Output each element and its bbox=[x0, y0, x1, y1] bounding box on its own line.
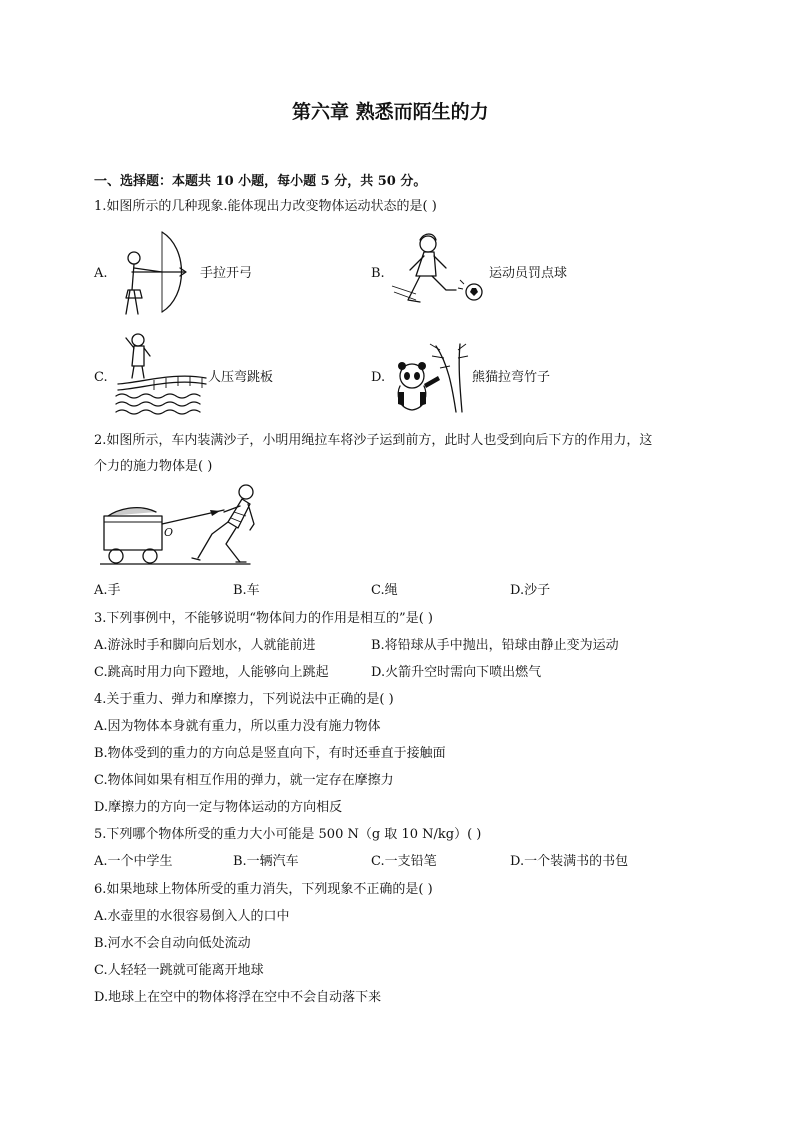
archer-bow-icon bbox=[118, 228, 190, 316]
q1-option-c-caption: 人压弯跳板 bbox=[208, 370, 274, 385]
diving-board-icon bbox=[114, 332, 210, 416]
q2-stem-line2: 个力的施力物体是( ) bbox=[94, 459, 213, 474]
q1-option-c-letter: C. bbox=[94, 370, 108, 385]
q1-option-b-letter: B. bbox=[371, 266, 385, 281]
figure-label-o: O bbox=[164, 526, 174, 539]
q4-option-a: A.因为物体本身就有重力，所以重力没有施力物体 bbox=[94, 719, 381, 734]
q5-option-a: A.一个中学生 bbox=[94, 854, 173, 869]
kicking-ball-icon bbox=[386, 230, 486, 308]
q4-option-d: D.摩擦力的方向一定与物体运动的方向相反 bbox=[94, 800, 343, 815]
q5-option-c: C.一支铅笔 bbox=[371, 854, 437, 869]
q6-option-c: C.人轻轻一跳就可能离开地球 bbox=[94, 963, 264, 978]
sand-cart-figure bbox=[100, 482, 270, 570]
q1-option-d-letter: D. bbox=[371, 370, 386, 385]
q3-option-a: A.游泳时手和脚向后划水，人就能前进 bbox=[94, 638, 316, 653]
section-header: 一、选择题：本题共 10 小题，每小题 5 分，共 50 分。 bbox=[94, 174, 427, 189]
q2-option-b: B.车 bbox=[233, 583, 260, 598]
q1-option-a-caption: 手拉开弓 bbox=[200, 266, 253, 281]
q2-option-d: D.沙子 bbox=[510, 583, 551, 598]
q4-option-c: C.物体间如果有相互作用的弹力，就一定存在摩擦力 bbox=[94, 773, 394, 788]
q3-option-c: C.跳高时用力向下蹬地，人能够向上跳起 bbox=[94, 665, 329, 680]
page-title: 第六章 熟悉而陌生的力 bbox=[292, 101, 489, 123]
q3-option-d: D.火箭升空时需向下喷出燃气 bbox=[371, 665, 542, 680]
q2-option-c: C.绳 bbox=[371, 583, 398, 598]
q5-stem: 5.下列哪个物体所受的重力大小可能是 500 N（g 取 10 N/kg）( ) bbox=[94, 827, 482, 842]
q4-option-b: B.物体受到的重力的方向总是竖直向下，有时还垂直于接触面 bbox=[94, 746, 446, 761]
q6-option-a: A.水壶里的水很容易倒入人的口中 bbox=[94, 909, 290, 924]
q3-stem: 3.下列事例中，不能够说明“物体间力的作用是相互的”是( ) bbox=[94, 611, 433, 626]
q6-option-b: B.河水不会自动向低处流动 bbox=[94, 936, 251, 951]
q1-option-a-letter: A. bbox=[94, 266, 108, 281]
q6-stem: 6.如果地球上物体所受的重力消失，下列现象不正确的是( ) bbox=[94, 882, 433, 897]
q1-stem: 1.如图所示的几种现象.能体现出力改变物体运动状态的是( ) bbox=[94, 199, 437, 214]
q1-option-d-caption: 熊猫拉弯竹子 bbox=[472, 370, 551, 385]
q5-option-d: D.一个装满书的书包 bbox=[510, 854, 629, 869]
q1-option-b-caption: 运动员罚点球 bbox=[489, 266, 568, 281]
panda-bamboo-icon bbox=[390, 336, 470, 414]
q2-option-a: A.手 bbox=[94, 583, 121, 598]
q3-option-b: B.将铅球从手中抛出，铅球由静止变为运动 bbox=[371, 638, 619, 653]
q2-stem-line1: 2.如图所示，车内装满沙子，小明用绳拉车将沙子运到前方，此时人也受到向后下方的作用力，这 bbox=[94, 433, 653, 448]
q5-option-b: B.一辆汽车 bbox=[233, 854, 299, 869]
q4-stem: 4.关于重力、弹力和摩擦力，下列说法中正确的是( ) bbox=[94, 692, 394, 707]
q6-option-d: D.地球上在空中的物体将浮在空中不会自动落下来 bbox=[94, 990, 382, 1005]
